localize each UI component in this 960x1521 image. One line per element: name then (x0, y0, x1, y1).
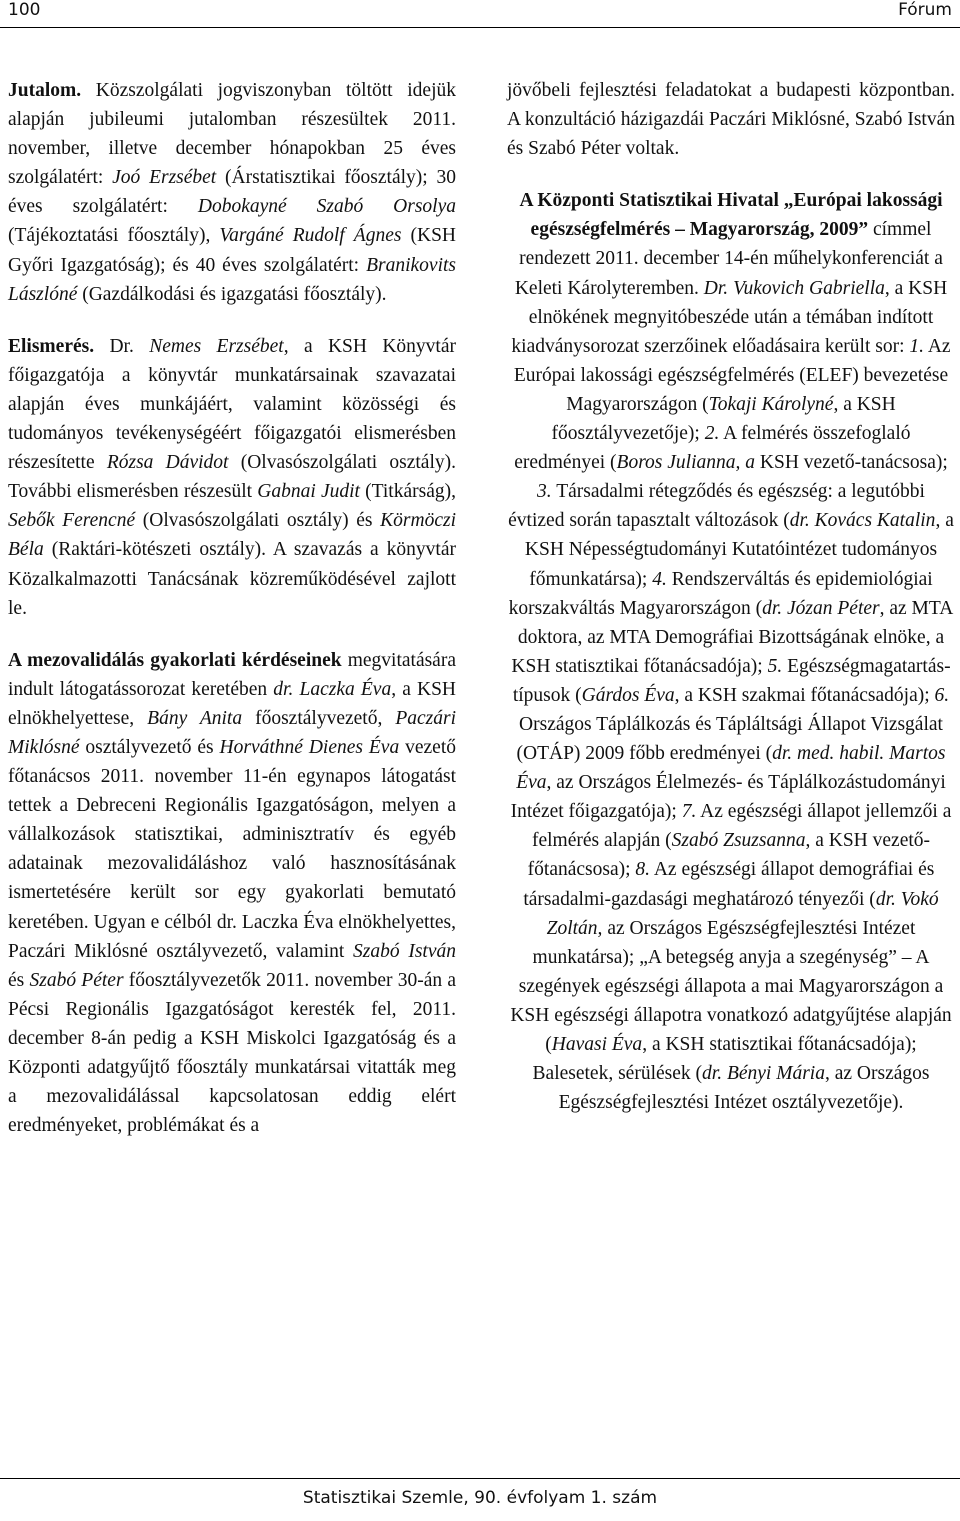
run-name: 5. (767, 655, 783, 677)
paragraph-mezovalidalas (8, 646, 456, 1141)
run: Egészségmagatartás-típusok ( (512, 655, 951, 706)
run: , a KSH elnökének megnyitóbeszéde után a témában indított kiadványsorozat szerzőinek előadásaira került sor: (511, 277, 948, 357)
run: és (8, 969, 30, 991)
run: vezető főtanácsos 2011. november 11-én egynapos látogatást tettek a Debreceni Regionális Igazgatóságon, melyen a vállalkozások statisztikai, adminisztratív és egyéb adatainak mezovalidáláshoz való hasznosításának ismertetésére került sor egy gyakorlati bemutató keretében. Ugyan e célból dr. Laczka Éva elnökhelyettes, Paczári Miklósné osztályvezető, valamint (8, 736, 456, 962)
run: (Raktári-kötészeti osztály). A szavazás a könyvtár Közalkalmazotti Tanácsának közreműködésével zajlott le. (8, 539, 456, 619)
run-heading: A mezovalidálás gyakorlati kérdéseinek (8, 649, 342, 671)
run: (KSH Győri Igazgatóság); és 40 éves szolgálatért: (8, 225, 456, 276)
right-column (507, 76, 955, 1117)
run: , az MTA doktora, az MTA Demográfiai Bizottságának elnöke, a KSH statisztikai főtanácsadója); (511, 597, 954, 677)
run-heading: Elismerés. (8, 335, 95, 357)
run-name: 4. (652, 568, 667, 590)
run: Rendszerváltás és epidemiológiai korszakváltás Magyarországon ( (508, 568, 933, 619)
run-name: Dobokayné Szabó Orsolya (197, 196, 456, 218)
run-name: dr. Bényi Mária (702, 1063, 825, 1085)
run-name: 3. (537, 481, 552, 503)
run: , a KSH szakmai főtanácsadója); (674, 684, 935, 706)
page-header (0, 0, 960, 30)
run-heading: Jutalom. (8, 80, 82, 101)
paragraph-jutalom (8, 76, 456, 309)
run: (Olvasószolgálati osztály) és (135, 510, 381, 532)
run-name: Vukovich Gabriella (733, 277, 885, 299)
paragraph-elismeres (8, 332, 456, 623)
run: , a KSH vezető-főtanácsosa); (527, 830, 931, 881)
run-name: Dr. (703, 277, 729, 299)
run-name: Horváthné Dienes Éva (219, 736, 400, 758)
journal-title: Statisztikai Szemle, 90. évfolyam 1. szám (302, 1488, 658, 1508)
section-name: Fórum (898, 0, 952, 20)
run-name: 1. (909, 335, 925, 357)
run: , a KSH statisztikai főtanácsadója); Balesetek, sérülések ( (532, 1034, 917, 1085)
run-name: Szabó Zsuzsanna (671, 830, 806, 852)
run-name: Bány Anita (147, 707, 243, 729)
run-name: 7. (681, 801, 697, 823)
run-name: Szabó Péter (29, 969, 124, 991)
page-footer (0, 1488, 960, 1508)
run-name: Gabnai Judit (257, 481, 360, 503)
run: osztályvezető és (79, 736, 220, 758)
run: , az Országos Élelmezés- és Táplálkozástudományi Intézet főigazgatója); (510, 772, 946, 823)
run-name: dr. Kovács Katalin (789, 510, 936, 532)
run: (Tájékoztatási főosztály), (8, 225, 220, 247)
run-name: Rózsa Dávidot (106, 452, 229, 474)
run: , a KSH főosztályvezetője); (551, 393, 896, 445)
run: , a KSH elnökhelyettese, (8, 678, 457, 729)
run-name: Tokaji Károlyné (708, 393, 834, 415)
run: (Gazdálkodási és igazgatási főosztály). (77, 283, 387, 305)
run: , a KSH Népességtudományi Kutatóintézet tudományos főmunkatársa); (524, 510, 954, 590)
run: főosztályvezetők 2011. november 30-án a Pécsi Regionális Igazgatóságot keresték fel, 2011. december 8-án pedig a KSH Miskolci Igazgatóság és a Központi adatgyűjtő főosztály munkatársai vitatták meg a mezovalidálással kapcsolatosan eddig elért eredményeket, problémákat és a (8, 969, 456, 1137)
run: Az egészségi állapot jellemzői a felmérés alapján ( (531, 801, 952, 852)
run-name: Paczári Miklósné (8, 707, 456, 758)
footer-rule (0, 1478, 960, 1479)
run-name: dr. Józan Péter (762, 597, 880, 619)
run: , a KSH Könyvtár főigazgatója a könyvtár munkatársainak szavazatai alapján éves munkájáért, valamint közösségi és tudományos tevékenységéért főigazgatói elismerésben részesítette (8, 335, 456, 474)
run: főosztályvezető, (242, 707, 396, 729)
run: jövőbeli fejlesztési feladatokat a budapesti központban. A konzultáció házigazdái Paczári Miklósné, Szabó István és Szabó Péter voltak. (507, 80, 955, 160)
run-name: Boros Julianna, a (616, 452, 756, 474)
run-name: Laczka Éva (299, 678, 392, 700)
run-heading: A Központi Statisztikai Hivatal „Európai lakossági egészségfelmérés – Magyarország, 2009” (519, 190, 943, 241)
header-rule (0, 27, 960, 28)
run: (Titkárság), (359, 481, 456, 503)
run: (Árstatisztikai főosztály); 30 éves szolgálatért: (8, 167, 457, 218)
run: , az Országos Egészségfejlesztési Intézet osztályvezetője). (558, 1063, 930, 1114)
run-name: Körmöczi Béla (8, 510, 456, 561)
run: A felmérés összefoglaló eredményei ( (514, 423, 911, 474)
run: (Olvasószolgálati osztály). További elismerésben részesült (8, 452, 456, 503)
run-name: Branikovits Lászlóné (8, 254, 456, 305)
run-name: dr. med. habil. Martos Éva (516, 743, 946, 794)
run-name: 6. (934, 684, 950, 706)
run: KSH vezető-tanácsosa); (755, 452, 948, 474)
run: Dr. (94, 335, 150, 357)
run: címmel rendezett 2011. december 14-én műhelykonferenciát a Keleti Károlyteremben. (514, 219, 943, 299)
run: Közszolgálati jogviszonyban töltött idejük alapján jubileumi jutalomban részesültek 2011. november, illetve december hónapokban 25 éves szolgálatért: (8, 80, 456, 189)
run: megvitatására indult látogatássorozat keretében (8, 649, 456, 700)
run: Az egészségi állapot demográfiai és társadalmi-gazdasági meghatározó tényezői ( (523, 859, 935, 910)
left-column (8, 76, 456, 1140)
page-number: 100 (8, 0, 41, 20)
run-name: Havasi Éva (551, 1034, 643, 1055)
run-name: Sebők Ferencné (8, 510, 136, 532)
run: Az Európai lakossági egészségfelmérés (ELEF) bevezetése Magyarországon ( (513, 335, 951, 415)
run-name: Nemes Erzsébet (149, 335, 284, 357)
run-name: 8. (635, 859, 651, 881)
run: Társadalmi rétegződés és egészség: a legutóbbi évtized során tapasztalt változások ( (508, 481, 925, 532)
run-name: Joó Erzsébet (112, 167, 217, 189)
paragraph-heading-ksh (507, 186, 955, 1117)
run: Országos Táplálkozás és Tápláltsági Állapot Vizsgálat (OTÁP) 2009 főbb eredményei ( (516, 713, 943, 765)
run-name: dr. Vokó Zoltán, (546, 888, 939, 939)
run-name: dr. (273, 678, 294, 700)
run-name: 2. (704, 423, 720, 445)
run-name: Gárdos Éva (581, 684, 675, 706)
run: az Országos Egészségfejlesztési Intézet munkatársa); „A betegség anyja a szegénység” – A szegények egészségi állapota a mai Magyarországon a KSH egészségi állapotra vonatkozó adatgyűjtése alapján ( (510, 917, 952, 1055)
run-name: Vargáné Rudolf Ágnes (219, 225, 402, 247)
run-name: Szabó István (353, 940, 456, 962)
paragraph-continuation (507, 76, 955, 163)
